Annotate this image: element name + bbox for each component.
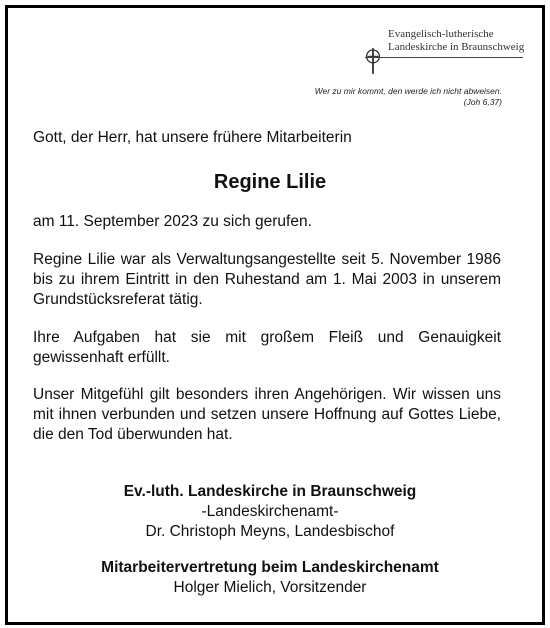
signature-2-person: Holger Mielich, Vorsitzender	[173, 579, 367, 596]
signature-block-1	[0, 482, 540, 542]
logo-text	[388, 28, 528, 54]
intro-text: Gott, der Herr, hat unsere frühere Mitarbeiterin	[33, 129, 352, 146]
signature-1-person: Dr. Christoph Meyns, Landesbischof	[145, 523, 395, 540]
signature-1-org: Ev.-luth. Landeskirche in Braunschweig	[123, 483, 417, 500]
date-line: am 11. September 2023 zu sich gerufen.	[33, 213, 312, 230]
bible-quote	[240, 86, 502, 108]
logo-line-1: Evangelisch-lutherische	[388, 28, 494, 40]
quote-reference: (Joh 6,37)	[463, 97, 502, 107]
logo-rule	[365, 57, 523, 58]
paragraph-duties: Ihre Aufgaben hat sie mit großem Fleiß und Genauigkeit gewissenhaft erfüllt.	[33, 329, 501, 366]
signature-2-org: Mitarbeitervertretung beim Landeskirchenamt	[101, 559, 439, 576]
signature-block-2	[0, 558, 540, 598]
paragraph-condolence: Unser Mitgefühl gilt besonders ihren Angehörigen. Wir wissen uns mit ihnen verbunden und setzen unsere Hoffnung auf Gottes Liebe, die den Tod überwunden hat.	[33, 386, 501, 443]
logo-line-2: Landeskirche in Braunschweig	[388, 41, 525, 53]
signature-1-dept: -Landeskirchenamt-	[201, 503, 339, 520]
deceased-name: Regine Lilie	[213, 171, 327, 193]
cross-logo-icon	[362, 46, 384, 76]
quote-text: Wer zu mir kommt, den werde ich nicht abweisen.	[314, 86, 502, 96]
paragraph-employment: Regine Lilie war als Verwaltungsangestellte seit 5. November 1986 bis zu ihrem Eintritt in den Ruhestand am 1. Mai 2003 in unserem Grundstücksreferat tätig.	[33, 251, 501, 308]
